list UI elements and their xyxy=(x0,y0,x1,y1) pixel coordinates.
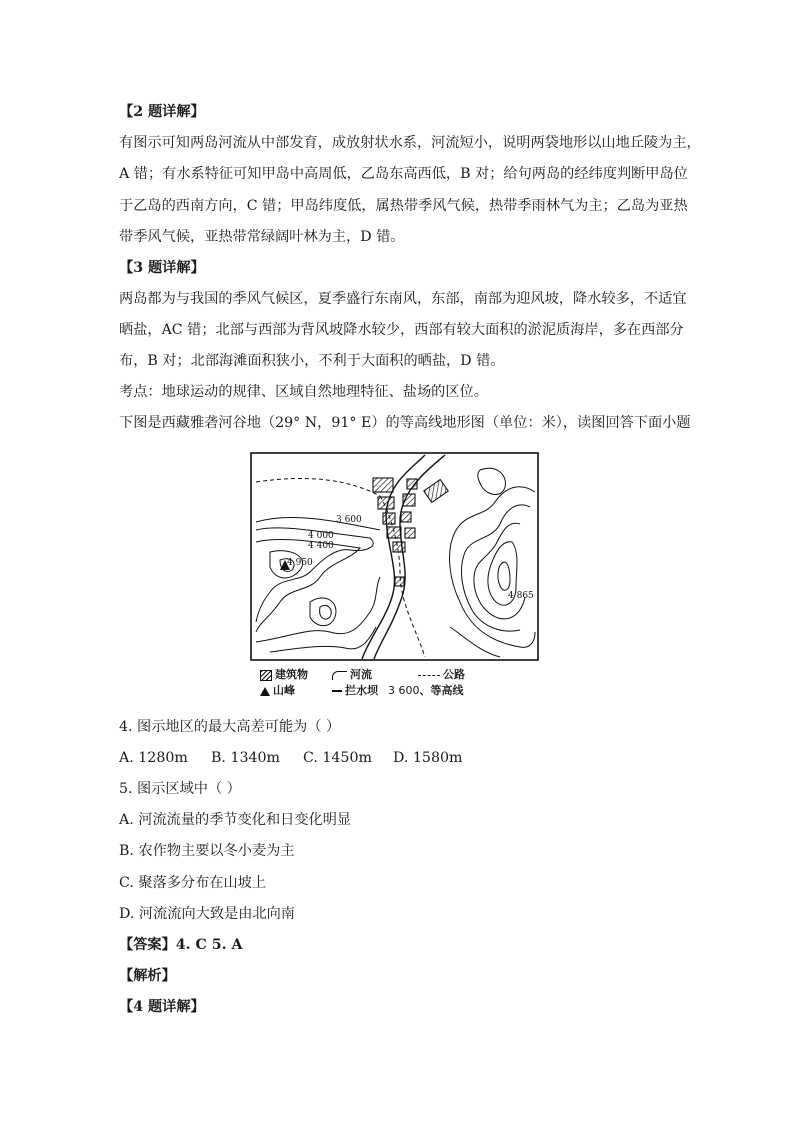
contour-label-4000: 4 000 xyxy=(308,531,334,541)
q4-stem: 4. 图示地区的最大高差可能为（ ） xyxy=(119,719,341,735)
q2-line-4: 带季风气候，亚热带常绿阔叶林为主，D 错。 xyxy=(119,229,405,245)
contour-map xyxy=(250,452,540,697)
contour-label-4400: 4 400 xyxy=(308,541,334,551)
q2-heading: 【2 题详解】 xyxy=(119,104,205,120)
contour-label-4865: 4 865 xyxy=(508,591,534,601)
kaodian-line: 考点：地球运动的规律、区域自然地理特征、盐场的区位。 xyxy=(119,384,488,400)
q4-option-a[interactable]: A. 1280m xyxy=(119,750,188,766)
contour-symbol: 3 600 xyxy=(388,684,420,697)
legend-building: 建筑物 xyxy=(260,666,308,682)
answer-line: 【答案】4. C 5. A xyxy=(119,937,243,953)
legend-contour: 3 600、等高线 xyxy=(388,684,464,697)
q2-line-3: 于乙岛的西南方向，C 错；甲岛纬度低，属热带季风气候，热带季雨林气为主；乙岛为亚热 xyxy=(119,198,688,214)
dam-icon xyxy=(332,690,342,692)
q4-option-d[interactable]: D. 1580m xyxy=(393,750,463,766)
q4-option-c[interactable]: C. 1450m xyxy=(303,750,372,766)
contour-label-4950: 4 950 xyxy=(287,558,313,568)
q5-option-d[interactable]: D. 河流流向大致是由北向南 xyxy=(119,906,295,922)
q4-option-b[interactable]: B. 1340m xyxy=(211,750,281,766)
legend-river: 河流 xyxy=(332,666,372,682)
q3-line-1: 两岛都为与我国的季风气候区，夏季盛行东南风，东部，南部为迎风坡，降水较多，不适宜 xyxy=(119,291,687,307)
river-icon xyxy=(332,671,347,680)
legend-peak: 山峰 xyxy=(260,682,295,698)
mountain-peak-icon xyxy=(260,687,270,696)
q3-heading: 【3 题详解】 xyxy=(119,260,205,276)
q3-line-3: 布，B 对；北部海滩面积狭小，不利于大面积的晒盐，D 错。 xyxy=(119,353,505,369)
q2-line-1: 有图示可知两岛河流从中部发育，成放射状水系，河流短小，说明两袋地形以山地丘陵为主， xyxy=(119,135,701,151)
intro-line: 下图是西藏雅砻河谷地（29° N，91° E）的等高线地形图（单位：米），读图回答下面小题 xyxy=(119,415,691,431)
contour-map-figure xyxy=(250,452,540,701)
q5-stem: 5. 图示区域中（ ） xyxy=(119,781,241,797)
jiexi-heading: 【解析】 xyxy=(119,968,176,984)
q5-option-a[interactable]: A. 河流流量的季节变化和日变化明显 xyxy=(119,812,352,828)
q3-line-2: 晒盐，AC 错；北部与西部为背风坡降水较少，西部有较大面积的淤泥质海岸，多在西部分 xyxy=(119,322,684,338)
road-icon xyxy=(418,675,440,676)
contour-label-3600: 3 600 xyxy=(336,515,362,525)
legend-dam: 拦水坝 xyxy=(332,682,378,698)
legend-road: 公路 xyxy=(418,666,465,682)
q5-option-b[interactable]: B. 农作物主要以冬小麦为主 xyxy=(119,843,295,859)
q5-option-c[interactable]: C. 聚落多分布在山坡上 xyxy=(119,875,267,891)
q4-options xyxy=(119,748,462,768)
q2-line-2: A 错；有水系特征可知甲岛中高周低，乙岛东高西低，B 对；给句两岛的经纬度判断甲岛位 xyxy=(119,166,688,182)
building-icon xyxy=(260,670,272,681)
q4-heading: 【4 题详解】 xyxy=(119,999,205,1015)
